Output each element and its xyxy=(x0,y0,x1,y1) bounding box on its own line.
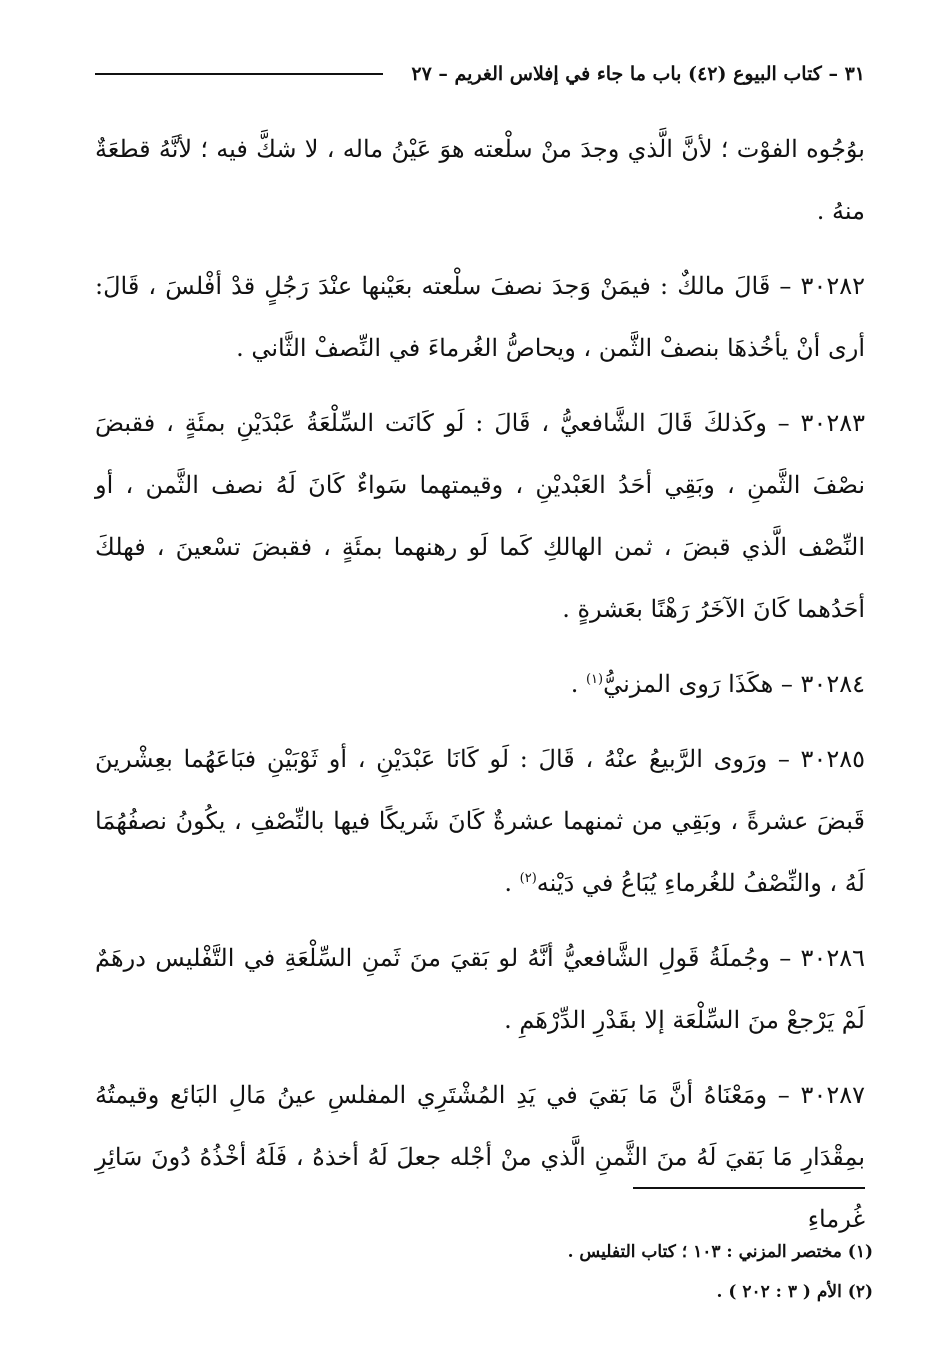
paragraph-text: – هكَذَا رَوى المزنيُّ xyxy=(603,670,793,698)
running-title: ٣١ – كتاب البيوع (٤٢) باب ما جاء في إفلاس الغريم – ٢٧ xyxy=(411,63,865,85)
footnote-separator xyxy=(633,1187,865,1189)
paragraph-number: ٣٠٢٨٢ xyxy=(800,272,865,300)
paragraph-number: ٣٠٢٨٤ xyxy=(800,670,865,698)
paragraph-30287 xyxy=(95,1064,865,1250)
header-rule xyxy=(95,73,383,75)
paragraph-text: – ورَوى الرَّبيعُ عنْهُ ، قَالَ : لَو كَانَا عَبْدَيْنِ ، أو ثَوْبَيْنِ فبَاعَهُما بعِشْرينَ قَبضَ عشرةً ، وبَقِي من ثمنهما عشرةٌ كَانَ شَريكًا فيها بالنِّصْفِ ، يكُونُ نصفُهُمَا لَهُ ، والنِّصْفُ للغُرماءِ يُبَاعُ في دَيْنه xyxy=(95,745,865,897)
paragraph-30282 xyxy=(95,255,865,379)
paragraph-text: – وجُملَةُ قَولِ الشَّافعيُّ أنَّهُ لو بَقيَ منَ ثَمنِ السِّلْعَةِ في التَّفْليس درهَمٌ لَمْ يَرْجعْ منَ السِّلْعَة إلا بقَدْرِ الدِّرْهَمِ . xyxy=(95,944,865,1034)
paragraph-tail: . xyxy=(504,869,520,897)
running-header xyxy=(95,58,865,90)
paragraph-text: – ومَعْنَاهُ أنَّ مَا بَقيَ في يَدِ المُشْتَرِي المفلسِ عينُ مَالِ البَائع وقيمتُهُ بمِقْدَارِ مَا بَقيَ لَهُ منَ الثَّمنِ الَّذي منْ أجْله جعلَ لَهُ أخذهُ ، فَلَهُ أخْذُهُ دُونَ سَائِرِ غُرماءِ xyxy=(95,1081,865,1233)
paragraph-continuation xyxy=(95,118,865,242)
footnote-reference-1[interactable]: (١) xyxy=(585,672,604,687)
footnote-2: (٢) الأم ( ٣ : ٢٠٢ ) . xyxy=(716,1282,873,1302)
paragraph-text: – وكَذلكَ قَالَ الشَّافعيُّ ، قَالَ : لَو كَانَت السِّلْعَةُ عَبْدَيْنِ بمئَةٍ ، فقبضَ نصْفَ الثَّمنِ ، وبَقِي أحَدُ العَبْديْنِ ، وقيمتهما سَواءٌ كَانَ لَهُ نصف الثَّمن ، أو النِّصْف الَّذي قبضَ ، ثمن الهالكِ كَما لَو رهنهما بمئَةٍ ، فقبضَ تسْعينَ ، فهلكَ أحَدُهما كَانَ الآخَرُ رَهْنًا بعَشرةٍ . xyxy=(95,409,865,623)
main-text xyxy=(95,118,865,1263)
paragraph-tail: . xyxy=(570,670,586,698)
paragraph-30285 xyxy=(95,728,865,914)
footnotes xyxy=(95,1232,873,1312)
paragraph-number: ٣٠٢٨٧ xyxy=(800,1081,865,1109)
footnote-1: (١) مختصر المزني : ١٠٣ ؛ كتاب التفليس . xyxy=(567,1242,873,1262)
paragraph-30286 xyxy=(95,927,865,1051)
paragraph-30284 xyxy=(95,653,865,715)
paragraph-number: ٣٠٢٨٣ xyxy=(800,409,865,437)
footnote-reference-2[interactable]: (٢) xyxy=(519,871,537,886)
paragraph-30283 xyxy=(95,392,865,640)
paragraph-text: بوُجُوه الفوْت ؛ لأنَّ الَّذي وجدَ منْ سلْعته هوَ عَيْنُ ماله ، لا شكَّ فيه ؛ لأنَّهُ قطعَةٌ منهُ . xyxy=(95,135,865,225)
paragraph-number: ٣٠٢٨٦ xyxy=(800,944,865,972)
paragraph-text: – قَالَ مالكٌ : فيمَنْ وَجدَ نصفَ سلْعته بعَيْنها عنْدَ رَجُلٍ قدْ أفْلسَ ، قَالَ: أرى أنْ يأخُذهَا بنصفْ الثَّمن ، ويحاصُّ الغُرماءَ في النِّصفْ الثَّاني . xyxy=(95,272,865,362)
paragraph-number: ٣٠٢٨٥ xyxy=(800,745,865,773)
